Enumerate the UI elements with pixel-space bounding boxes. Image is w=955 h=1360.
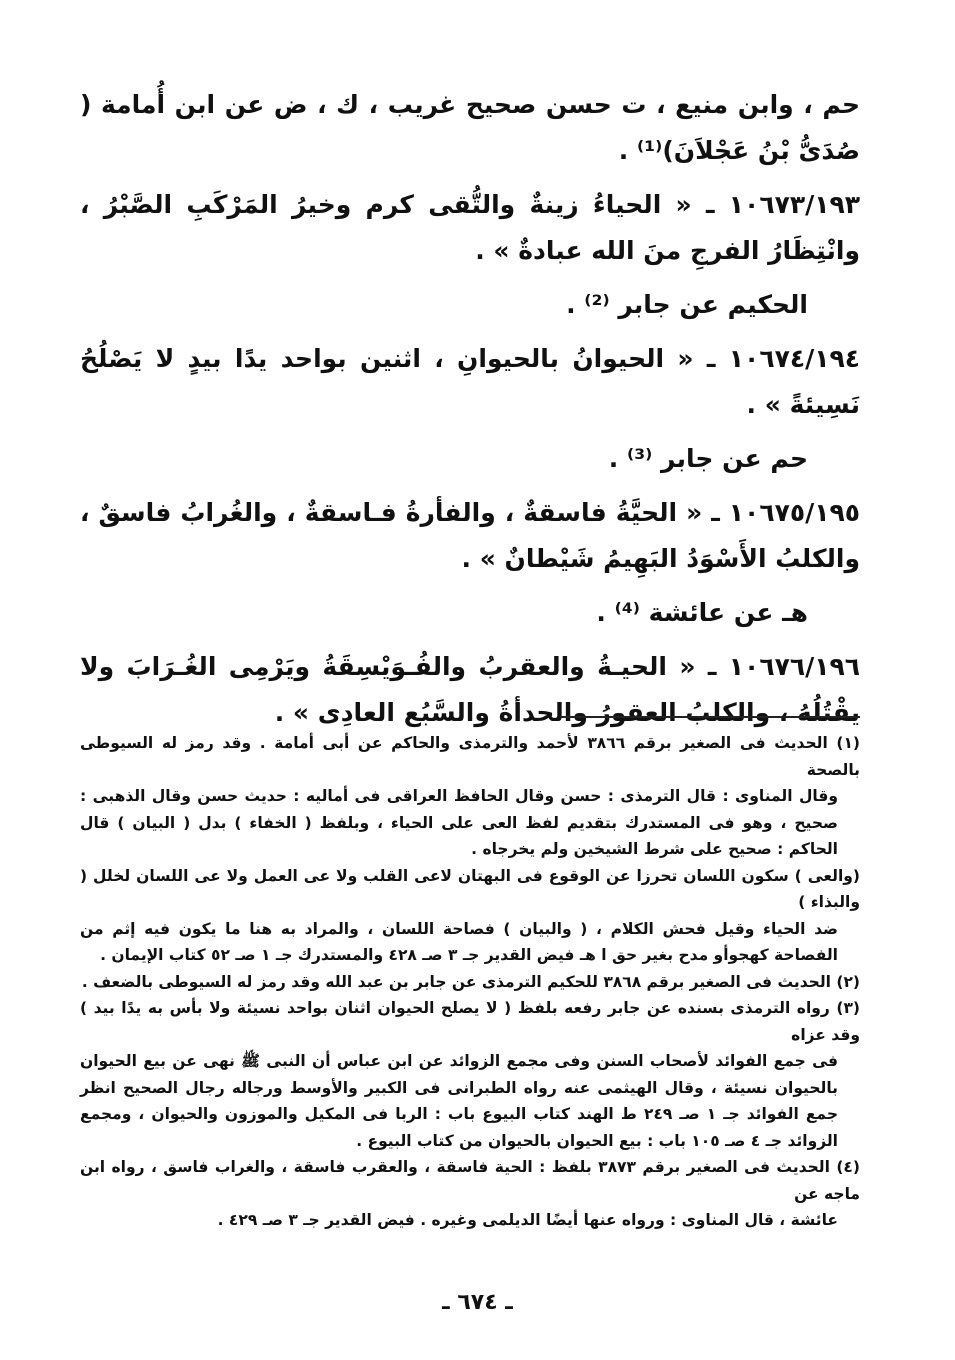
hadith-10675: ١٠٦٧٥/١٩٥ ـ « الحيَّةُ فاسقةٌ ، والفأرةُ فـاسقةٌ ، والغُرابُ فاسقٌ ، والكلبُ الأَسْوَدُ البَهِيمُ شَيْطانٌ » . [80,498,860,573]
footnote-4: (٤) الحديث فى الصغير برقم ٣٨٧٣ بلفظ : الحية فاسقة ، والعقرب فاسقة ، والغراب فاسق ، رواه ابن ماجه عن [80,1158,860,1203]
hadith-10674: ١٠٦٧٤/١٩٤ ـ « الحيوانُ بالحيوانِ ، اثنين بواحد يدًا بيدٍ لا يَصْلُحُ نَسِيئةً » . [80,344,860,419]
footnote-1: (١) الحديث فى الصغير برقم ٣٨٦٦ لأحمد والترمذى والحاكم عن أبى أمامة . وقد رمز له السيوطى بالصحة [80,734,860,779]
footnote-3-continued: فى جمع الفوائد لأصحاب السنن وفى مجمع الزوائد عن ابن عباس أن النبى ﷺ نهى عن بيع الحيوان بالحيوان نسيئة ، وقال الهيثمى عنه رواه الطبرانى فى الكبير والأوسط ورجاله رجال الصحيح انظر جمع الفوائد جـ ١ صـ ٢٤٩ ط الهند كتاب البيوع باب : الربا فى المكيل والموزون والحيوان ، ومجمع الزوائد جـ ٤ صـ ١٠٥ باب : بيع الحيوان بالحيوان من كتاب البيوع . [80,1052,838,1150]
page-number: ـ ٦٧٤ ـ [442,1290,513,1315]
footnote-3: (٣) رواه الترمذى بسنده عن جابر رفعه بلفظ ( لا يصلح الحيوان اثنان بواحد نسيئة ولا بأس به يدًا بيد ) وقد عزاه [80,999,860,1044]
footnote-4-continued: عائشة ، قال المناوى : ورواه عنها أيضًا الديلمى وغيره . فيض القدير جـ ٣ صـ ٤٢٩ . [217,1211,838,1229]
hadith-source-line: الحكيم عن جابر ⁽²⁾ . [566,290,808,319]
hadith-source-line: حم ، وابن منيع ، ت حسن صحيح غريب ، ك ، ض عن ابن أُمامة ( صُدَىُّ بْنُ عَجْلاَنَ)⁽¹⁾ . [80,90,860,165]
hadith-source-line: حم عن جابر ⁽³⁾ . [608,444,808,473]
footnote-1-gloss-continued: ضد الحياء وقيل فحش الكلام ، ( والبيان ) فصاحة اللسان ، والمراد به هنا ما يكون فيه إثم من الفصاحة كهجوأو مدح بغير حق ا هـ فيض القدير جـ ٣ صـ ٤٢٨ والمستدرك جـ ١ صـ ٥٢ كتاب الإيمان . [80,919,838,964]
hadith-10676: ١٠٦٧٦/١٩٦ ـ « الحيـةُ والعقربُ والفُـوَيْسِقَةُ ويَرْمِى الغُـرَابَ ولا يقْتُلُهُ ، والكلبُ العقورُ والحدأةُ والسَّبُع العادِى » . [80,652,860,727]
hadith-source-line: هـ عن عائشة ⁽⁴⁾ . [596,598,808,627]
main-text [80,82,860,744]
footnotes [80,730,860,1234]
footnote-1-continued: وقال المناوى : قال الترمذى : حسن وقال الحافظ العراقى فى أماليه : حديث حسن وقال الذهبى : صحيح ، وهو فى المستدرك بتقديم لفظ العى على الحياء ، وبلفظ ( الخفاء ) بدل ( البيان ) قال الحاكم : صحيح على شرط الشيخين ولم يخرجاه . [80,787,838,858]
hadith-10673: ١٠٦٧٣/١٩٣ ـ « الحياءُ زينةٌ والتُّقى كرم وخيرُ المَرْكَبِ الصَّبْرُ ، وانْتِظَارُ الفرجِ منَ الله عبادةٌ » . [80,190,860,265]
footnote-divider [560,716,860,718]
footnote-2: (٢) الحديث فى الصغير برقم ٣٨٦٨ للحكيم الترمذى عن جابر بن عبد الله وقد رمز له السيوطى بالضعف . [81,972,860,991]
footnote-1-gloss: (والعى ) سكون اللسان تحرزا عن الوقوع فى البهتان لاعى القلب ولا عى العمل ولا عى اللسان لخلل ( والبذاء ) [80,866,860,911]
